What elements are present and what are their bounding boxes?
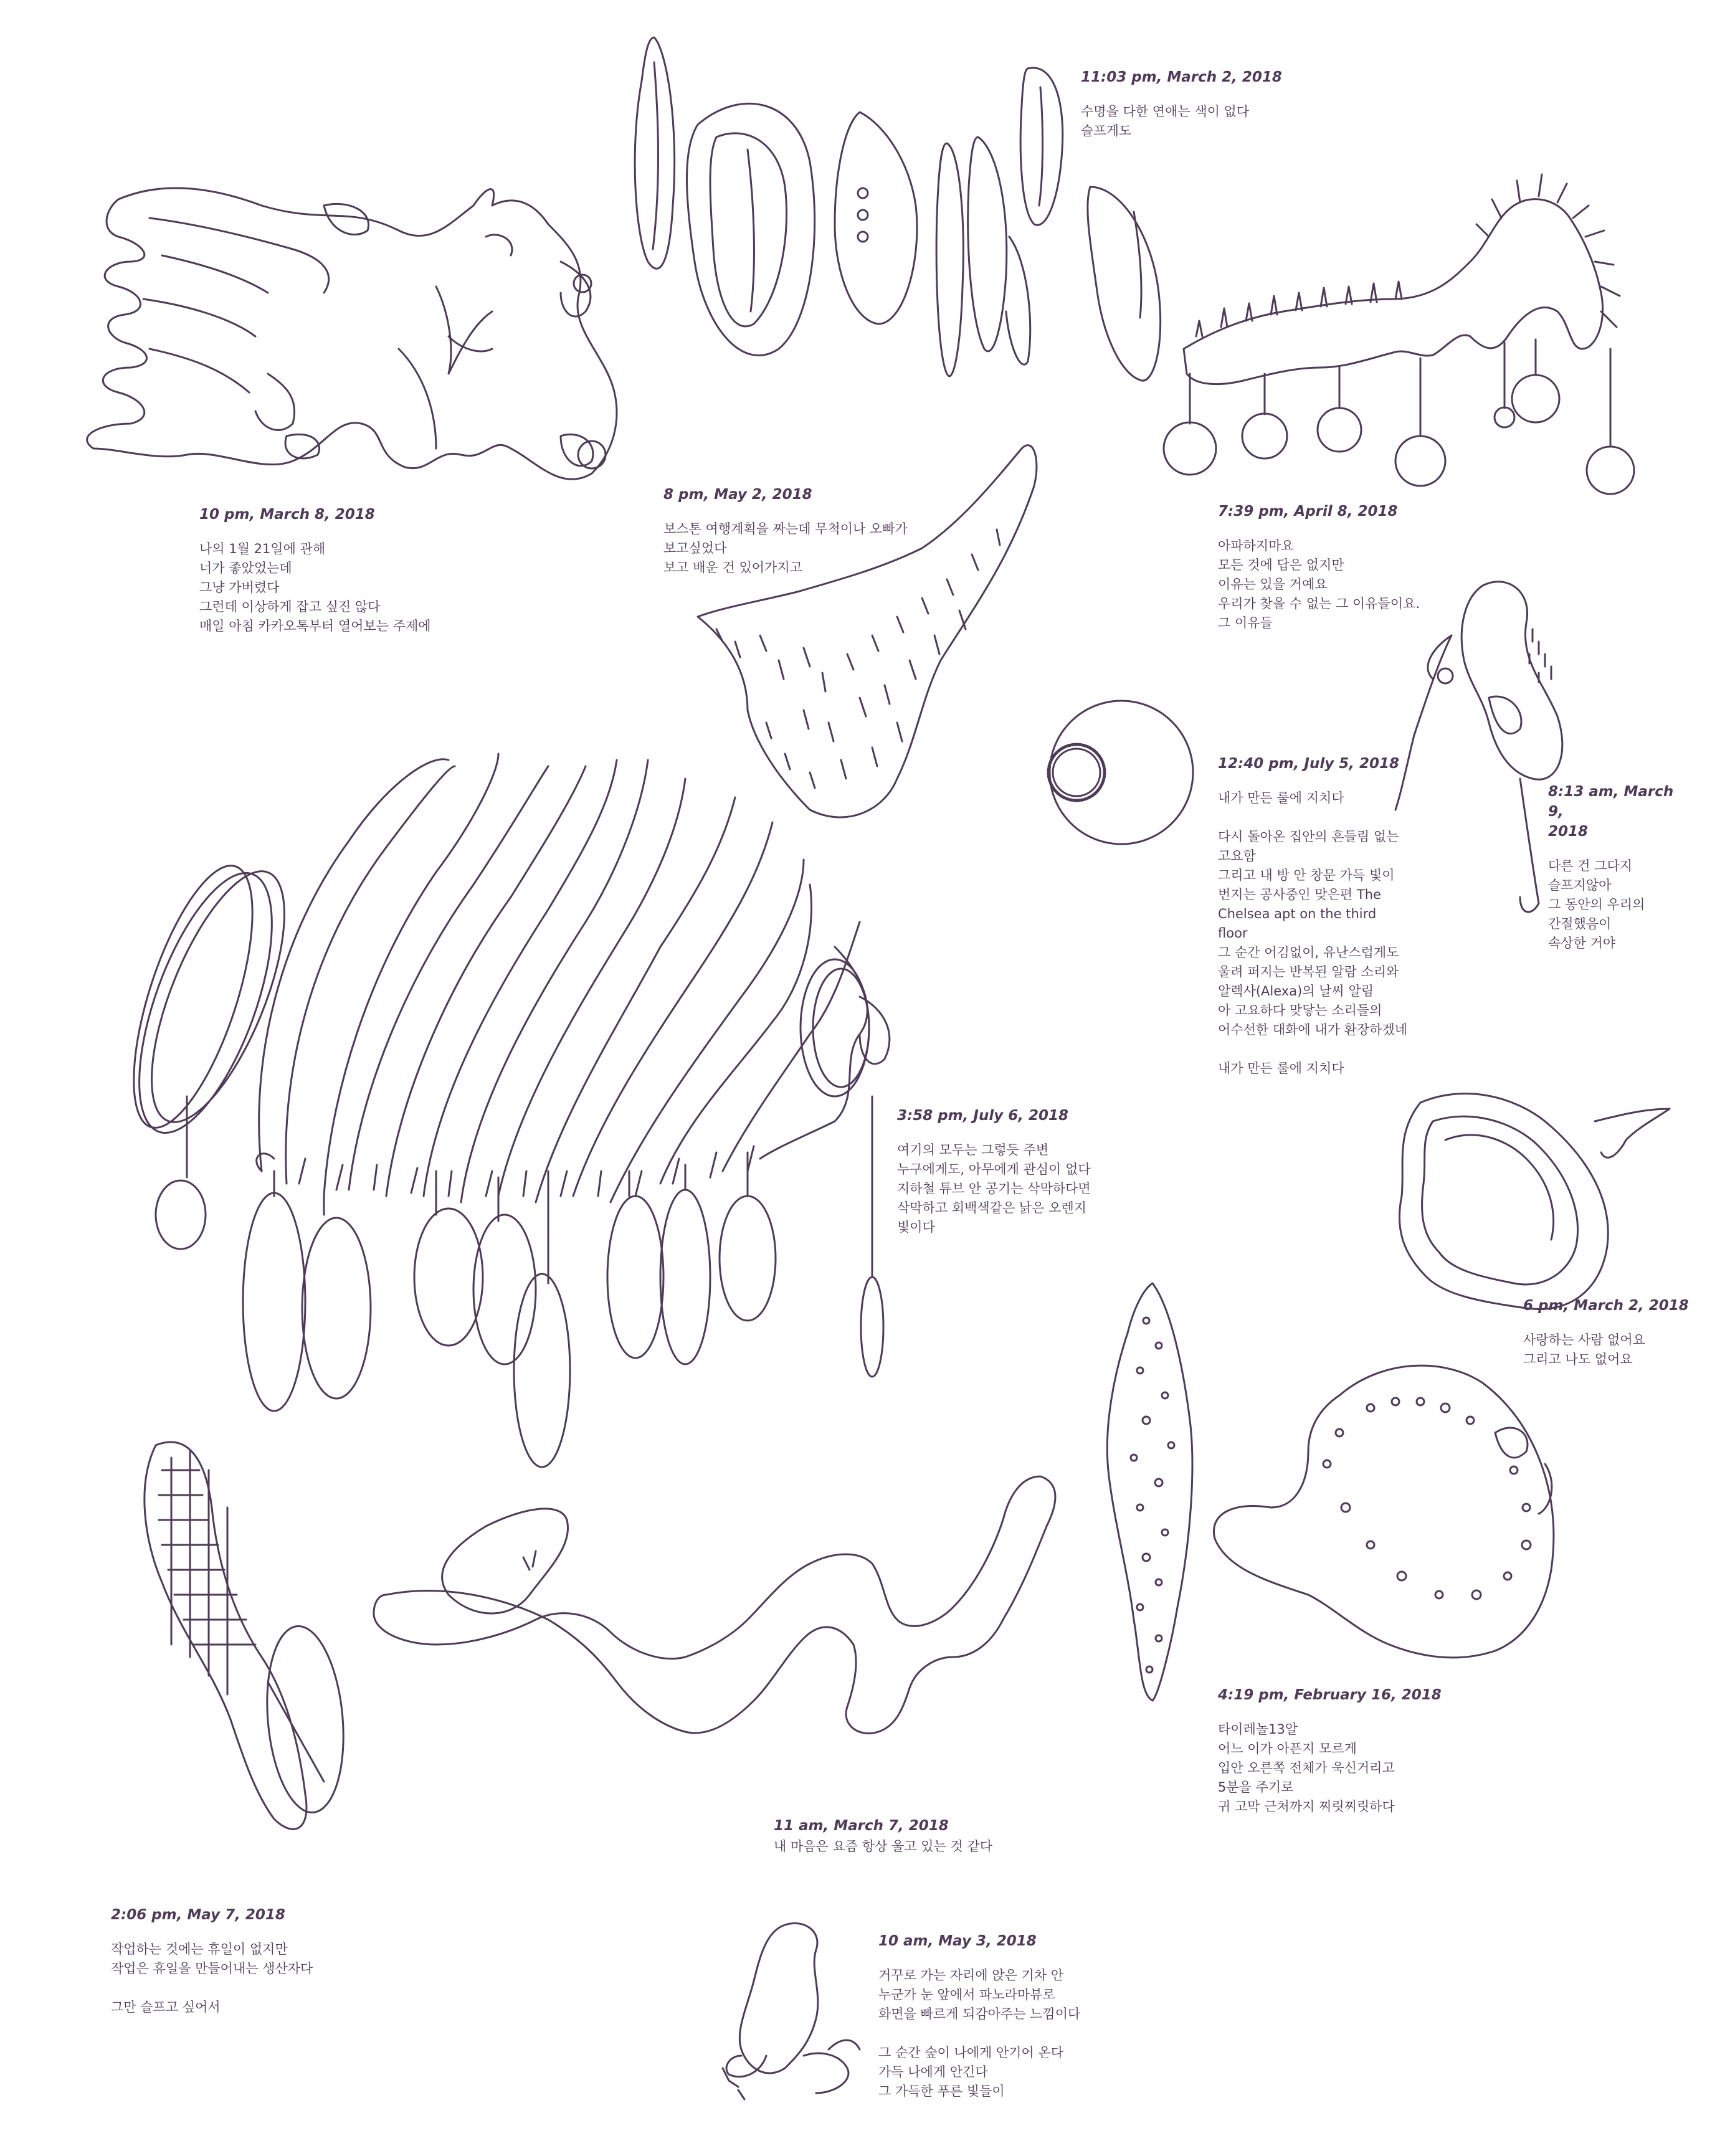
drawing-spotted-blob [1214,1365,1553,1658]
note-july-6 [897,1106,1134,1237]
note-text: 다른 건 그다지 슬프지않아 그 동안의 우리의 간절했음이 속상한 거야 [1548,858,1645,951]
drawing-small-plant [723,1923,860,2099]
note-time: 7:39 pm, April 8, 2018 [1218,503,1398,520]
note-time: 10 pm, March 8, 2018 [199,506,375,523]
drawing-coral-hand [87,188,617,479]
note-text: 수명을 다한 연애는 색이 없다 슬프게도 [1081,104,1250,138]
note-time: 11 am, March 7, 2018 [774,1818,949,1834]
note-time: 4:19 pm, February 16, 2018 [1218,1687,1442,1703]
note-april-8 [1218,501,1492,633]
note-may-2 [663,485,962,577]
drawing-caterpillar-mobile [1164,174,1634,494]
note-time: 11:03 pm, March 2, 2018 [1081,69,1282,85]
note-march-9 [1548,782,1691,953]
note-may-3 [878,1931,1153,2101]
drawing-central-mobile [109,754,889,1467]
drawing-river-line [374,1476,1055,1734]
note-text: 타이레놀13알 어느 이가 아픈지 모르게 입안 오른쪽 전체가 욱신거리고 5분을 주기로 귀 고막 근처까지 찌릿찌릿하다 [1218,1722,1395,1814]
drawing-scaled-leaf [145,1442,351,1829]
note-time: 3:58 pm, July 6, 2018 [897,1108,1068,1124]
note-text: 나의 1월 21일에 관해 너가 좋았었는데 그냥 가버렸다 그런데 이상하게 잡고 싶진 않다 매일 아침 카카오톡부터 열어보는 주제에 [199,541,431,634]
note-time: 8 pm, May 2, 2018 [663,487,812,503]
note-text: 내가 만든 룰에 지치다 다시 돌아온 집안의 흔들림 없는 고요함 그리고 내 방 안 창문 가득 빛이 번지는 공사중인 맞은편 The Chelsea apt on the third floor 그 순간 어김없이, 유난스럽게도 울려 퍼지는 반복된 알람 소리와 알렉사(Alexa)의 날씨 알림 아 고요하다 맞닿는 소리들의 어수선한 대화에 내가 환장하겠네 내가 만든 룰에 지치다 [1218,791,1408,1076]
note-text: 여기의 모두는 그렇듯 주변 누구에게도, 아무에게 관심이 없다 지하철 튜브 안 공기는 삭막하다면 삭막하고 회백색같은 낡은 오렌지 빛이다 [897,1142,1091,1235]
drawing-ring-blob [1399,1094,1670,1309]
note-march-7 [774,1816,1098,1856]
drawing-bead-circle [1048,701,1193,844]
note-march-2-evening [1523,1296,1710,1369]
note-text: 내 마음은 요즘 항상 울고 있는 것 같다 [774,1839,993,1854]
note-february-16 [1218,1685,1480,1816]
note-may-7 [111,1905,373,2017]
note-text: 아파하지마요 모든 것에 답은 없지만 이유는 있을 거예요 우리가 찾을 수 없는 그 이유들이요. 그 이유들 [1218,538,1420,630]
note-time: 2:06 pm, May 7, 2018 [111,1907,285,1923]
drawing-spotted-leaf [1107,1283,1192,1701]
note-text: 거꾸로 가는 자리에 앉은 기차 안 누군가 눈 앞에서 파노라마뷰로 화면을 빠르게 되감아주는 느낌이다 그 순간 숲이 나에게 안기어 온다 가득 나에게 안긴다 그 가득한 푸른 빛들이 [878,1968,1081,2099]
note-july-5 [1218,754,1455,1078]
note-march-2-night [1081,67,1318,141]
note-time: 6 pm, March 2, 2018 [1523,1298,1689,1314]
note-text: 보스톤 여행계획을 짜는데 무척이나 오빠가 보고싶었다 보고 배운 건 있어가지고 [663,521,908,575]
note-text: 사랑하는 사람 없어요 그리고 나도 없어요 [1523,1332,1645,1367]
note-time: 8:13 am, March 9, 2018 [1548,784,1674,840]
note-time: 12:40 pm, July 5, 2018 [1218,756,1399,772]
note-time: 10 am, May 3, 2018 [878,1933,1037,1949]
note-text: 작업하는 것에는 휴일이 없지만 작업은 휴일을 만들어내는 생산자다 그만 슬프고 싶어서 [111,1942,313,2015]
note-march-8 [199,505,461,636]
